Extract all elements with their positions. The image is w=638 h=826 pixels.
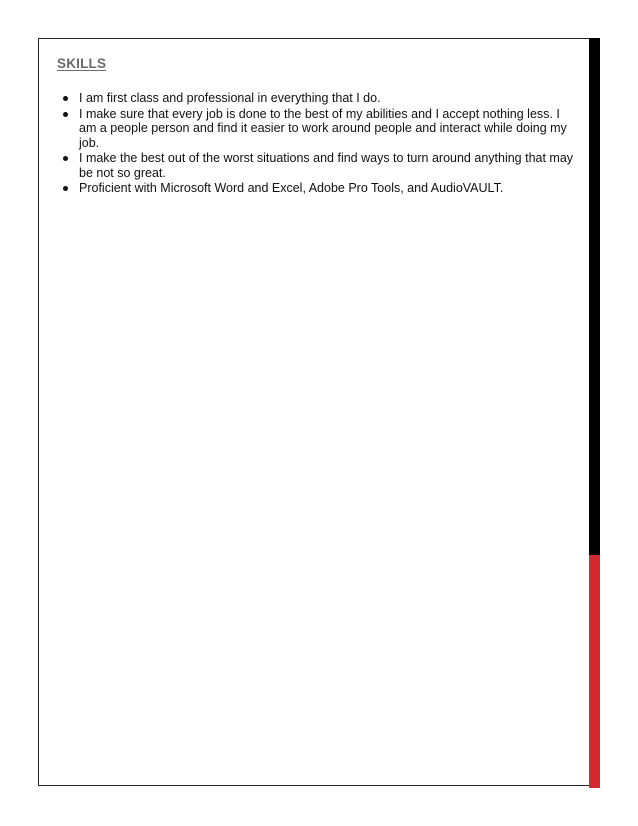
bullet-icon <box>63 186 68 191</box>
bullet-icon <box>63 156 68 161</box>
skills-list <box>57 91 577 196</box>
list-item-text: Proficient with Microsoft Word and Excel, Adobe Pro Tools, and AudioVAULT. <box>79 181 504 195</box>
list-item-text: I make the best out of the worst situations and find ways to turn around anything that may be not so great. <box>79 151 574 180</box>
list-item <box>57 91 577 106</box>
list-item-text: I make sure that every job is done to the best of my abilities and I accept nothing less. I am a people person and find it easier to work around people and interact while doing my job. <box>79 106 567 150</box>
list-item-text: I am first class and professional in everything that I do. <box>79 91 381 105</box>
list-item <box>57 181 577 196</box>
side-accent-bar-red <box>589 555 600 788</box>
bullet-icon <box>63 96 68 101</box>
skills-section <box>57 56 577 197</box>
list-item <box>57 151 577 180</box>
section-heading: SKILLS <box>57 56 107 71</box>
list-item <box>57 107 577 151</box>
bullet-icon <box>63 112 68 117</box>
side-accent-bar-black <box>589 38 600 555</box>
